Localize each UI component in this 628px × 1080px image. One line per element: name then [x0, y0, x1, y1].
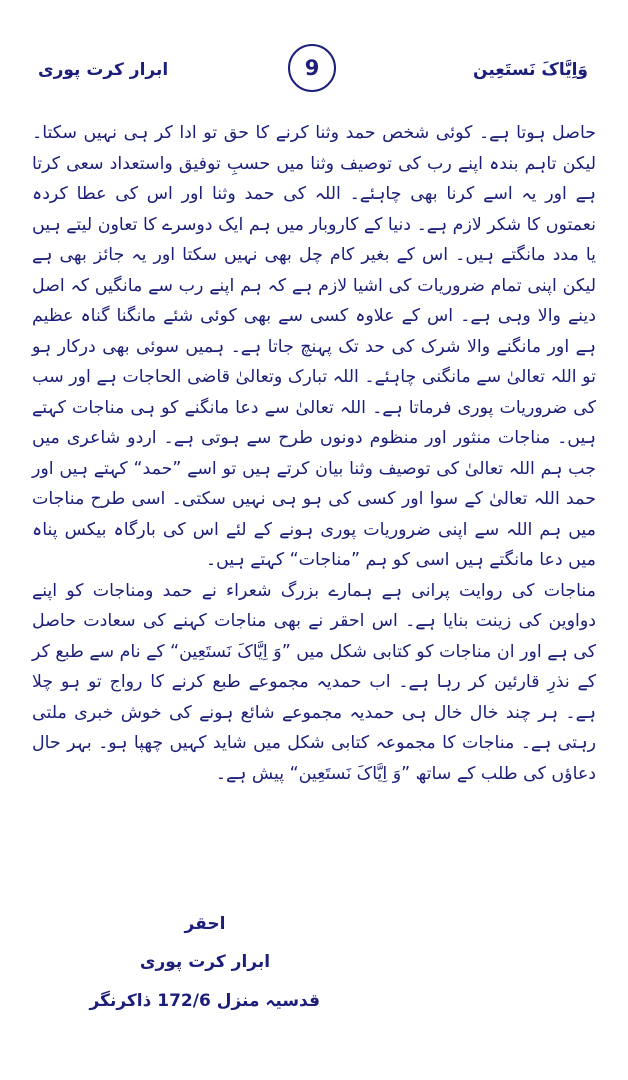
header-book-title: وَاِیَّاکَ نَستَعِین [473, 60, 588, 80]
signature-name: ابرار کرت پوری [139, 952, 271, 972]
page-number: 9 [304, 56, 320, 80]
page-header [0, 38, 628, 108]
preface-body [32, 118, 596, 789]
author-signature-block [90, 905, 320, 1021]
body-paragraph: مناجات کی روایت پرانی ہے ہمارے بزرگ شعراء نے حمد ومناجات کو اپنے دواوین کی زینت بنایا ہے۔ اس احقر نے بھی مناجات کہنے کی سعادت حاصل کی ہے اور ان مناجات کو کتابی شکل میں ”وَ اِیَّاکَ نَستَعِین“ کے نام سے طبع کر کے نذرِ قارئین کر رہا ہے۔ اب حمدیہ مجموعے طبع کرنے کا رواج تو ہو چلا ہے۔ ہر چند خال خال ہی حمدیہ مجموعے شائع ہونے کی خوش خبری ملتی رہتی ہے۔ مناجات کا مجموعہ کتابی شکل میں شاید کہیں چھپا ہو۔ بہر حال دعاؤں کی طلب کے ساتھ ”وَ اِیَّاکَ نَستَعِین“ پیش ہے۔ [32, 580, 596, 784]
body-paragraph: حاصل ہوتا ہے۔ کوئی شخص حمد وثنا کرنے کا حق تو ادا کر ہی نہیں سکتا۔ لیکن تاہم بندہ اپنے رب کی توصیف وثنا میں حسبِ توفیق واستعداد سعی کرتا ہے اور یہ اسے کرنا بھی چاہئے۔ اللہ کی حمد وثنا اور اس کی عطا کردہ نعمتوں کا شکر لازم ہے۔ دنیا کے کاروبار میں ہم ایک دوسرے کا تعاون لیتے ہیں یا مدد مانگتے ہیں۔ اس کے بغیر کام چل بھی نہیں سکتا اور یہ جائز بھی ہے لیکن اپنی تمام ضروریات کی اشیا لازم ہے کہ ہم اپنے رب سے مانگیں کہ اصل دینے والا وہی ہے۔ اس کے علاوہ کسی سے بھی کوئی شئے مانگنا گناہ عظیم ہے اور مانگنے والا شرک کی حد تک پہنچ جاتا ہے۔ ہمیں سوئی بھی درکار ہو تو اللہ تعالیٰ سے مانگنی چاہئے۔ اللہ تبارک وتعالیٰ قاضی الحاجات ہے اور سب کی ضروریات پوری فرماتا ہے۔ اللہ تعالیٰ سے دعا مانگنے کو ہی مناجات کہتے ہیں۔ مناجات منثور اور منظوم دونوں طرح سے ہوتی ہے۔ اردو شاعری میں جب ہم اللہ تعالیٰ کی توصیف وثنا بیان کرتے ہیں تو اسے ”حمد“ کہتے ہیں اور حمد اللہ تعالیٰ کے سوا اور کسی کی ہو ہی نہیں سکتی۔ اسی طرح مناجات میں ہم اللہ سے اپنی ضروریات پوری ہونے کے لئے اس کی بارگاہ بیکس پناہ میں دعا مانگتے ہیں اسی کو ہم ”مناجات“ کہتے ہیں۔ [32, 123, 596, 570]
signature-address: قدسیہ منزل 172/6 ذاکرنگر [89, 991, 320, 1011]
page-number-badge [288, 44, 336, 92]
header-author-name: ابرار کرت پوری [38, 60, 169, 80]
signature-title: احقر [184, 914, 226, 934]
